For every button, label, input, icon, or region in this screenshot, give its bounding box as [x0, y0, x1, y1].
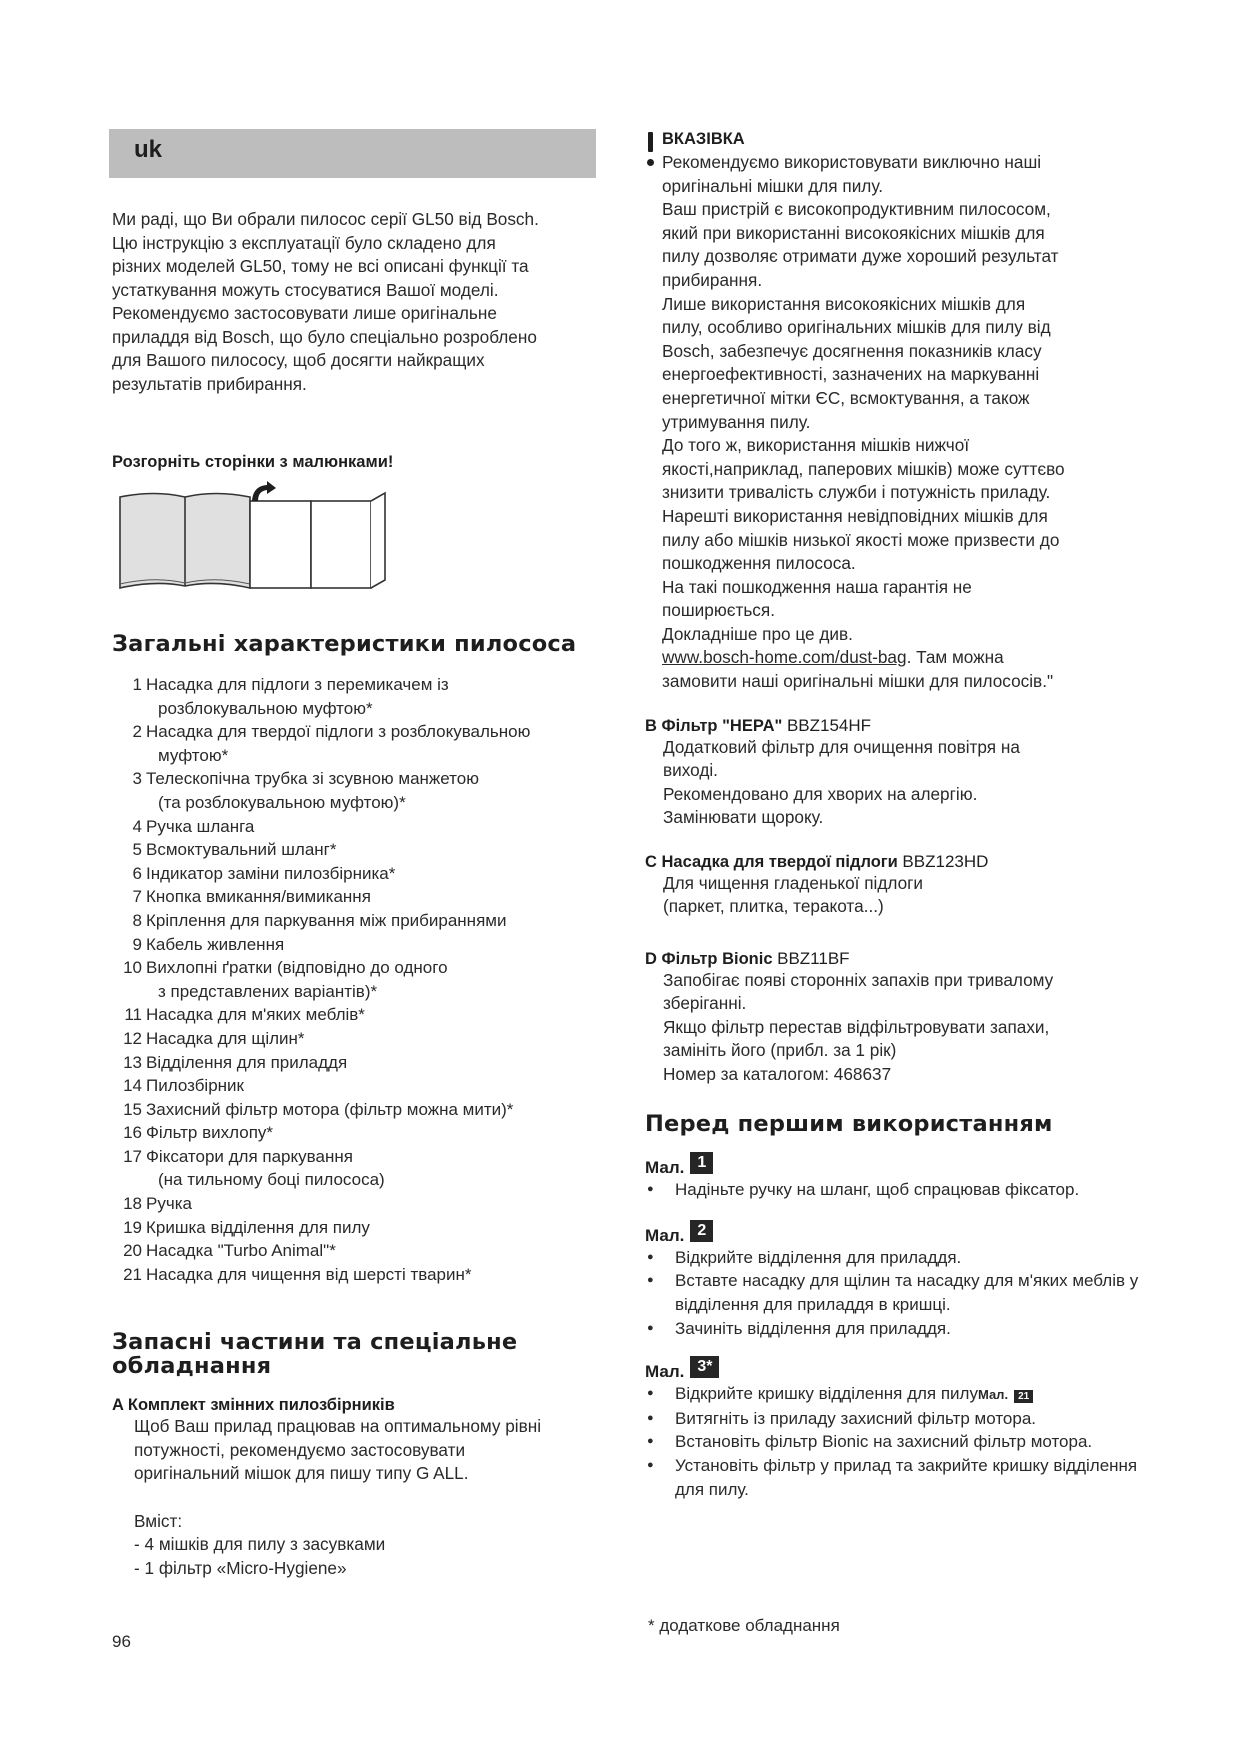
- accessory-c: C Насадка для твердої підлоги BBZ123HD Для чищення гладенької підлоги (паркет, плитка, теракота...): [645, 851, 989, 917]
- parts-list-item: 10 Вихлопні ґратки (відповідно до одного з представлених варіантів)*: [123, 958, 448, 1001]
- parts-list: [112, 673, 602, 1286]
- contents-item: - 1 фільтр «Micro-Hygiene»: [134, 1557, 347, 1578]
- parts-list-item: 1 Насадка для підлоги з перемикачем із розблокувальною муфтою*: [132, 675, 449, 718]
- step-item: ● Надіньте ручку на шланг, щоб спрацював фіксатор.: [645, 1178, 1145, 1202]
- right-column: [645, 128, 1145, 1501]
- general-characteristics-heading: Загальні характеристики пилососа: [112, 631, 577, 657]
- figure-badge-inline: 21: [1014, 1390, 1033, 1403]
- step-item: ● Встановіть фільтр Bionic на захисний фільтр мотора.: [645, 1430, 1145, 1454]
- contents-label: Вміст:: [134, 1510, 183, 1531]
- figure-label: Мал. 3*: [645, 1356, 1145, 1382]
- parts-list-item: 11 Насадка для м'яких меблів*: [124, 1005, 365, 1025]
- accessory-b: B Фільтр "HEPA" BBZ154HF Додатковий фільтр для очищення повітря на виході. Рекомендовано для хворих на алергію. Замінювати щороку.: [645, 715, 1020, 828]
- parts-list-item: 20 Насадка "Turbo Animal"*: [123, 1241, 336, 1261]
- language-header-bar: [109, 129, 596, 178]
- figure-label: Мал. 2: [645, 1220, 1145, 1246]
- parts-list-item: 14 Пилозбірник: [123, 1076, 244, 1096]
- figure-label: Мал. 1: [645, 1152, 1145, 1178]
- parts-list-item: 12 Насадка для щілин*: [123, 1028, 305, 1048]
- unfold-book-illustration: [115, 480, 602, 597]
- intro-line: приладдя від Bosch, що було спеціально розроблено: [112, 326, 537, 347]
- parts-list-item: 15 Захисний фільтр мотора (фільтр можна мити)*: [123, 1099, 514, 1119]
- spare-parts-heading: Запасні частини та спеціальне обладнання: [112, 1329, 518, 1380]
- warning-exclamation-icon: [645, 128, 662, 176]
- parts-list-item: 16 Фільтр вихлопу*: [123, 1123, 274, 1143]
- figure-badge: 1: [690, 1152, 713, 1174]
- step-item: ● Установіть фільтр у прилад та закрийте кришку відділення для пилу.: [645, 1454, 1145, 1501]
- dust-bag-link[interactable]: www.bosch-home.com/dust-bag: [662, 647, 907, 668]
- intro-line: для Вашого пилососу, щоб досягти найкращих: [112, 350, 485, 370]
- accessory-a-title: A Комплект змінних пилозбірників: [112, 1396, 395, 1415]
- left-column: [112, 208, 602, 1580]
- parts-list-item: 8 Кріплення для паркування між прибираннями: [132, 910, 507, 930]
- parts-list-item: 3 Телескопічна трубка зі зсувною манжетою (та розблокувальною муфтою)*: [132, 769, 479, 812]
- page-number: 96: [112, 1632, 131, 1651]
- footnote: * додаткове обладнання: [648, 1616, 840, 1635]
- parts-list-item: 7 Кнопка вмикання/вимикання: [132, 887, 371, 907]
- parts-list-item: 5 Всмоктувальний шланг*: [132, 840, 337, 860]
- note-body: Рекомендуємо використовувати виключно наші оригінальні мішки для пилу. Ваш пристрій є високопродуктивним пилососом, який при використанні високоякісних мішків для пилу дозволяє отримати дуже хороший результат прибирання. Лише використання високоякісних мішків для пилу, особливо оригінальних мішків для пилу від Bosch, забезпечує досягнення показників класу енергоефективності, зазначених на маркуванні енергетичної мітки ЄС, всмоктування, а також утримування пилу. До того ж, використання мішків нижчої якості,наприклад, паперових мішків) може суттєво знизити тривалість служби і потужність приладу. Нарешті використання невідповідних мішків для пилу або мішків низької якості може призвести до пошкодження пилососа. На такі пошкодження наша гарантія не поширюється. Докладніше про це див. www.bosch-home.com/dust-bag. Там можна замовити наші оригінальні мішки для пилососів.": [662, 152, 1065, 692]
- step-list: [645, 1382, 1145, 1501]
- parts-list-item: 2 Насадка для твердої підлоги з розблокувальною муфтою*: [132, 722, 531, 765]
- parts-list-item: 13 Відділення для приладдя: [123, 1052, 348, 1072]
- parts-list-item: 19 Кришка відділення для пилу: [123, 1217, 370, 1237]
- step-item: ● Витягніть із приладу захисний фільтр мотора.: [645, 1407, 1145, 1431]
- intro-line: результатів прибирання.: [112, 373, 307, 394]
- parts-list-item: 9 Кабель живлення: [132, 934, 285, 954]
- contents-item: - 4 мішків для пилу з засувками: [134, 1534, 386, 1555]
- step-item: ● Відкрийте кришку відділення для пилуМал. 21: [645, 1382, 1145, 1407]
- note-title: ВКАЗІВКА: [662, 130, 745, 148]
- language-code: uk: [134, 136, 163, 163]
- accessory-a-body: Щоб Ваш прилад працював на оптимальному рівні потужності, рекомендуємо застосовувати оригінальний мішок для пишу типу G ALL. Вміст: - 4 мішків для пилу з засувками - 1 фільтр «Micro-Hygiene»: [112, 1415, 602, 1580]
- intro-line: різних моделей GL50, тому не всі описані функції та: [112, 256, 529, 276]
- parts-list-item: 4 Ручка шланга: [132, 816, 255, 836]
- intro-line: Ми раді, що Ви обрали пилосос серії GL50 від Bosch.: [112, 209, 539, 229]
- parts-list-item: 18 Ручка: [123, 1194, 192, 1214]
- step-item: ● Зачиніть відділення для приладдя.: [645, 1317, 1145, 1341]
- figure-badge: 2: [690, 1220, 713, 1242]
- parts-list-item: 17 Фіксатори для паркування (на тильному боці пилососа): [123, 1146, 385, 1190]
- book-unfold-icon: [115, 480, 395, 592]
- step-item: ● Відкрийте відділення для приладдя.: [645, 1246, 1145, 1270]
- intro-line: Цю інструкцію з експлуатації було складено для: [112, 232, 496, 253]
- parts-list-item: 21 Насадка для чищення від шерсті тварин*: [123, 1264, 472, 1284]
- intro-paragraph: [112, 208, 602, 396]
- figure-badge: 3*: [690, 1356, 719, 1378]
- parts-list-item: 6 Індикатор заміни пилозбірника*: [132, 863, 396, 883]
- before-first-use-heading: Перед першим використанням: [645, 1111, 1053, 1138]
- step-list: [645, 1246, 1145, 1340]
- accessory-d: D Фільтр Bionic BBZ11BF Запобігає появі сторонніх запахів при тривалому зберіганні. Якщо фільтр перестав відфільтровувати запахи, замініть його (прибл. за 1 рік) Номер за каталогом: 468637: [645, 948, 1054, 1084]
- unfold-pages-title: Розгорніть сторінки з малюнками!: [112, 453, 394, 471]
- step-list: [645, 1178, 1145, 1202]
- intro-line: устаткування можуть стосуватися Вашої моделі.: [112, 279, 499, 300]
- step-item: ● Вставте насадку для щілин та насадку для м'яких меблів у відділення для приладдя в кришці.: [645, 1269, 1145, 1316]
- intro-line: Рекомендуємо застосовувати лише оригінальне: [112, 303, 497, 323]
